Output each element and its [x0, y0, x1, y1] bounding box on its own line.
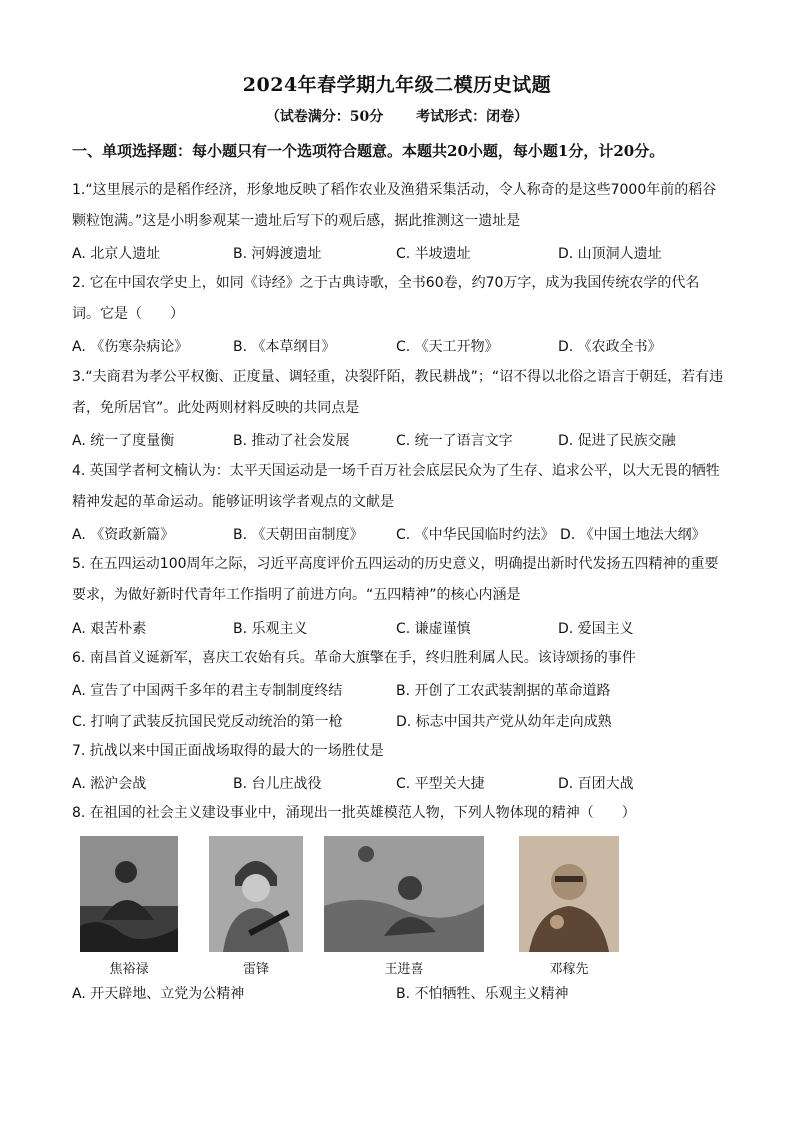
question-6-options-row1 — [72, 680, 724, 702]
photo-caption: 雷锋 — [242, 962, 269, 977]
option-b[interactable]: B. 推动了社会发展 — [233, 433, 350, 449]
option-b[interactable]: B. 《本草纲目》 — [233, 339, 336, 355]
option-b[interactable]: B. 《天朝田亩制度》 — [233, 527, 364, 543]
question-8-options — [72, 983, 724, 1005]
option-c[interactable]: C. 半坡遗址 — [396, 246, 471, 262]
option-c[interactable]: C. 统一了语言文字 — [396, 433, 513, 449]
question-6 — [72, 643, 724, 674]
question-line: 8. 在祖国的社会主义建设事业中，涌现出一批英雄模范人物，下列人物体现的精神（ ） — [72, 805, 636, 821]
question-line: 颗粒饱满。”这是小明参观某一遗址后写下的观后感，据此推测这一遗址是 — [72, 213, 521, 229]
option-d[interactable]: D. 促进了民族交融 — [558, 433, 676, 449]
option-c[interactable]: C. 平型关大捷 — [396, 776, 485, 792]
option-b[interactable]: B. 开创了工农武装割据的革命道路 — [396, 683, 611, 699]
option-a[interactable]: A. 《资政新篇》 — [72, 527, 175, 543]
photo-figure-icon — [209, 836, 303, 952]
question-line: 7. 抗战以来中国正面战场取得的最大的一场胜仗是 — [72, 743, 384, 759]
option-d[interactable]: D. 爱国主义 — [558, 621, 634, 637]
option-c[interactable]: C. 《天工开物》 — [396, 339, 499, 355]
exam-title: 2024年春学期九年级二模历史试题 — [242, 74, 552, 96]
exam-subtitle — [0, 106, 794, 126]
question-3 — [72, 362, 724, 424]
photo-caption: 焦裕禄 — [109, 962, 149, 977]
option-b[interactable]: B. 河姆渡遗址 — [233, 246, 322, 262]
option-d[interactable]: D. 标志中国共产党从幼年走向成熟 — [396, 714, 612, 730]
question-line: 4. 英国学者柯文楠认为：太平天国运动是一场千百万社会底层民众为了生存、追求公平，以大无畏的牺牲 — [72, 463, 720, 479]
option-d[interactable]: D. 百团大战 — [558, 776, 634, 792]
option-b[interactable]: B. 台儿庄战役 — [233, 776, 322, 792]
photo-caption: 王进喜 — [384, 962, 424, 977]
option-d[interactable]: D. 山顶洞人遗址 — [558, 246, 662, 262]
photo-caption: 邓稼先 — [549, 962, 589, 977]
question-1-options — [72, 243, 724, 265]
section-heading: 一、单项选择题：每小题只有一个选项符合题意。本题共20小题，每小题1分，计20分。 — [72, 142, 665, 160]
option-a[interactable]: A. 艰苦朴素 — [72, 621, 147, 637]
option-a[interactable]: A. 开天辟地、立党为公精神 — [72, 986, 245, 1002]
option-b[interactable]: B. 乐观主义 — [233, 621, 308, 637]
question-line: 5. 在五四运动100周年之际，习近平高度评价五四运动的历史意义，明确提出新时代发扬五四精神的重要 — [72, 556, 719, 572]
photo-deng-jiaxian — [519, 836, 619, 952]
question-2-options — [72, 336, 724, 358]
question-7 — [72, 736, 724, 767]
question-line: 6. 南昌首义诞新军，喜庆工农始有兵。革命大旗擎在手，终归胜利属人民。该诗颂扬的事件 — [72, 650, 636, 666]
question-7-options — [72, 773, 724, 795]
option-d[interactable]: D. 《中国土地法大纲》 — [560, 527, 706, 543]
question-3-options — [72, 430, 724, 452]
question-8 — [72, 798, 724, 829]
option-b[interactable]: B. 不怕牺牲、乐观主义精神 — [396, 986, 569, 1002]
photo-lei-feng — [209, 836, 303, 952]
exam-score-note: （试卷满分：50分 — [265, 109, 384, 125]
photo-figure-icon — [519, 836, 619, 952]
question-6-options-row2 — [72, 711, 724, 733]
option-a[interactable]: A. 统一了度量衡 — [72, 433, 175, 449]
photo-figure-icon — [324, 836, 484, 952]
question-line: 词。它是（ ） — [72, 306, 184, 322]
option-c[interactable]: C. 打响了武装反抗国民党反动统治的第一枪 — [72, 714, 343, 730]
question-5 — [72, 549, 724, 611]
question-line: 者，免所居官”。此处两则材料反映的共同点是 — [72, 400, 360, 416]
option-c[interactable]: C. 《中华民国临时约法》 — [396, 527, 555, 543]
question-4 — [72, 456, 724, 518]
question-1 — [72, 175, 724, 237]
question-line: 3.“夫商君为孝公平权衡、正度量、调轻重，决裂阡陌，教民耕战”；“诏不得以北俗之语言于朝廷，若有违 — [72, 369, 724, 385]
question-line: 要求，为做好新时代青年工作指明了前进方向。“五四精神”的核心内涵是 — [72, 587, 521, 603]
question-line: 精神发起的革命运动。能够证明该学者观点的文献是 — [72, 494, 394, 510]
photo-wang-jinxi — [324, 836, 484, 952]
option-a[interactable]: A. 淞沪会战 — [72, 776, 147, 792]
question-2 — [72, 268, 724, 330]
option-a[interactable]: A. 《伤寒杂病论》 — [72, 339, 189, 355]
photo-figure-icon — [80, 836, 178, 952]
option-a[interactable]: A. 宣告了中国两千多年的君主专制制度终结 — [72, 683, 343, 699]
question-line: 1.“这里展示的是稻作经济，形象地反映了稻作农业及渔猎采集活动，令人称奇的是这些7000年前的稻谷 — [72, 182, 717, 198]
question-line: 2. 它在中国农学史上，如同《诗经》之于古典诗歌，全书60卷，约70万字，成为我国传统农学的代名 — [72, 275, 700, 291]
exam-mode-note: 考试形式：闭卷） — [416, 109, 529, 125]
question-5-options — [72, 618, 724, 640]
question-4-options — [72, 524, 724, 546]
hero-photos — [72, 836, 672, 976]
option-d[interactable]: D. 《农政全书》 — [558, 339, 662, 355]
photo-jiao-yulu — [80, 836, 178, 952]
option-a[interactable]: A. 北京人遗址 — [72, 246, 161, 262]
option-c[interactable]: C. 谦虚谨慎 — [396, 621, 471, 637]
